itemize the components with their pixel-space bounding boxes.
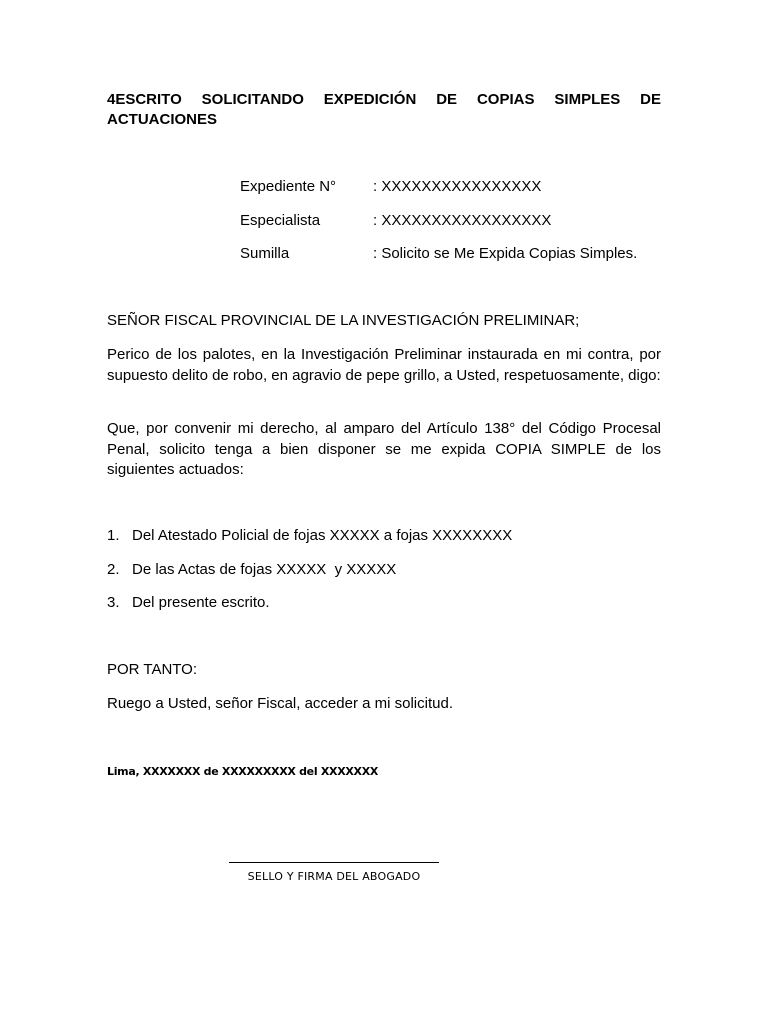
header-row-especialista: [240, 211, 637, 231]
especialista-value: : XXXXXXXXXXXXXXXXX: [373, 211, 552, 229]
expediente-value: : XXXXXXXXXXXXXXXX: [373, 178, 542, 195]
list-item-number: 2.: [107, 560, 120, 578]
signature-line: [229, 862, 439, 863]
list-item-text: Del Atestado Policial de fojas XXXXX a fojas XXXXXXXX: [132, 527, 513, 544]
list-item: [107, 560, 661, 580]
request-paragraph: Que, por convenir mi derecho, al amparo del Artículo 138° del Código Procesal Penal, solicito tenga a bien disponer se me expida COPIA SIMPLE de los siguientes actuados:: [107, 420, 661, 478]
title-line-2: ACTUACIONES: [107, 111, 218, 128]
expediente-label: Expediente N°: [240, 178, 337, 195]
por-tanto-heading: POR TANTO:: [107, 661, 198, 678]
sumilla-label: Sumilla: [240, 245, 290, 262]
list-item-text: De las Actas de fojas XXXXX y XXXXX: [132, 560, 397, 578]
addressee-line: SEÑOR FISCAL PROVINCIAL DE LA INVESTIGACIÓN PRELIMINAR;: [107, 312, 580, 329]
header-row-expediente: [240, 177, 637, 197]
list-item: [107, 526, 661, 546]
case-header: [240, 177, 637, 278]
title-line-1: 4ESCRITO SOLICITANDO EXPEDICIÓN DE COPIAS SIMPLES DE: [107, 91, 661, 108]
especialista-label: Especialista: [240, 211, 321, 229]
header-row-sumilla: [240, 244, 637, 264]
intro-paragraph: Perico de los palotes, en la Investigación Preliminar instaurada en mi contra, por supuesto delito de robo, en agravio de pepe grillo, a Usted, respetuosamente, digo:: [107, 346, 661, 384]
list-item-number: 3.: [107, 594, 120, 611]
list-item: [107, 593, 661, 613]
list-item-number: 1.: [107, 527, 120, 544]
sumilla-value: : Solicito se Me Expida Copias Simples.: [373, 245, 638, 262]
list-item-text: Del presente escrito.: [132, 594, 270, 611]
document-title: [107, 90, 661, 130]
place-and-date: Lima, XXXXXXX de XXXXXXXXX del XXXXXXX: [107, 765, 379, 778]
signature-label: SELLO Y FIRMA DEL ABOGADO: [247, 870, 421, 883]
requested-items-list: [107, 526, 661, 627]
closing-request: Ruego a Usted, señor Fiscal, acceder a mi solicitud.: [107, 695, 453, 712]
